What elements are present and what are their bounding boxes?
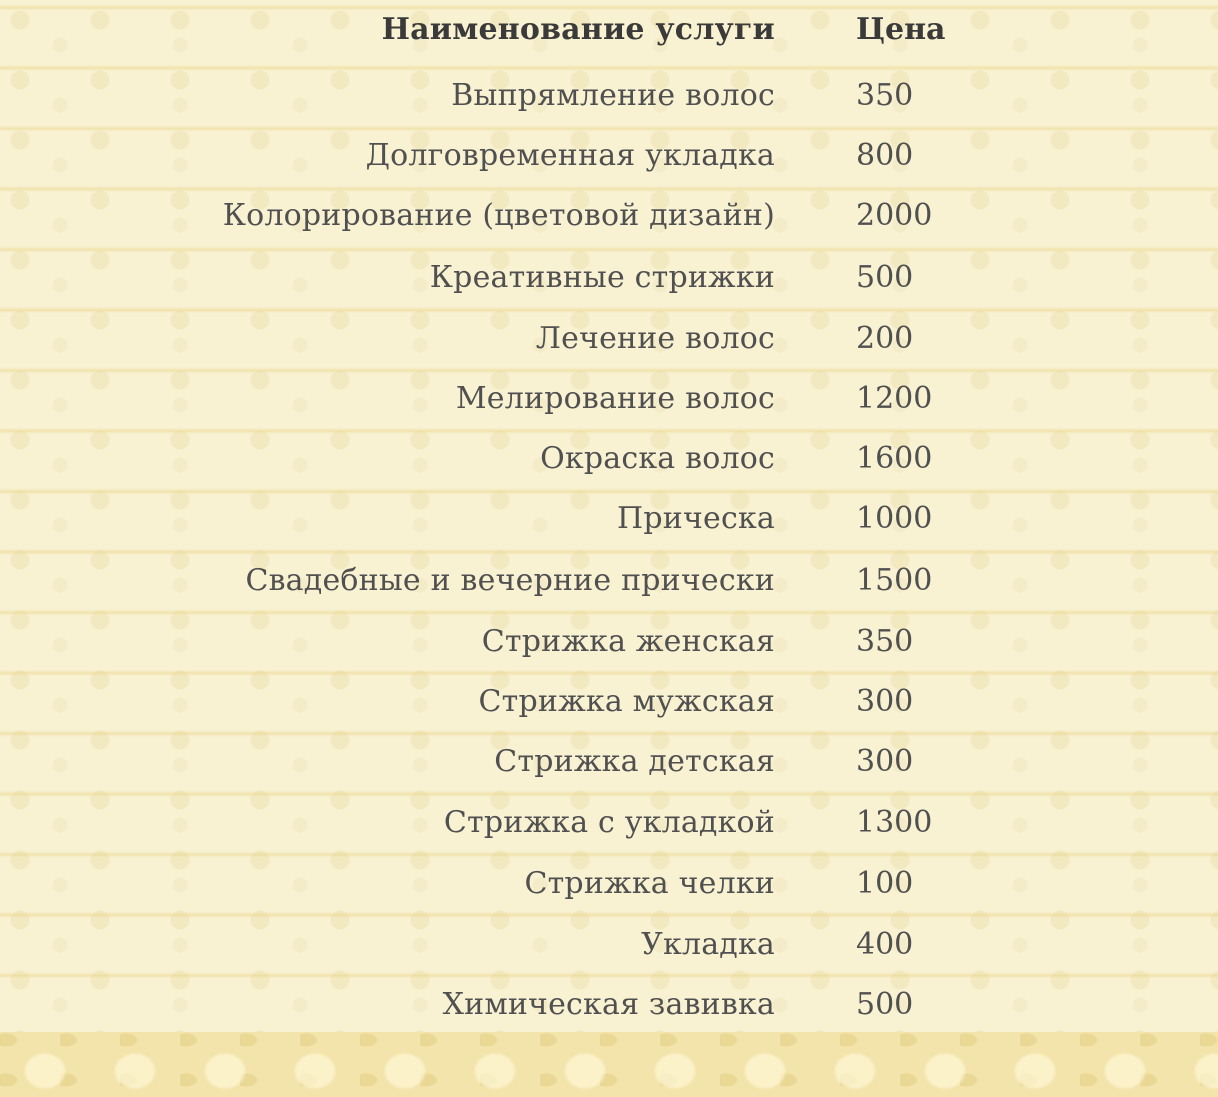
service-name: Прическа <box>617 501 775 536</box>
table-row <box>0 925 1218 965</box>
service-name: Долговременная укладка <box>365 138 775 173</box>
service-price: 1300 <box>856 805 933 840</box>
service-name: Стрижка мужская <box>478 684 775 719</box>
table-row <box>0 76 1218 116</box>
table-row <box>0 499 1218 539</box>
table-row <box>0 319 1218 359</box>
service-name: Стрижка челки <box>524 866 775 901</box>
service-name: Стрижка с укладкой <box>443 805 775 840</box>
table-row <box>0 196 1218 236</box>
table-row <box>0 864 1218 904</box>
service-price: 350 <box>856 78 914 113</box>
table-row <box>0 258 1218 298</box>
service-name: Укладка <box>641 927 775 962</box>
service-price: 300 <box>856 744 914 779</box>
table-row <box>0 561 1218 601</box>
table-row <box>0 379 1218 419</box>
column-header-service: Наименование услуги <box>381 12 775 47</box>
service-name: Окраска волос <box>540 441 775 476</box>
table-row <box>0 622 1218 662</box>
service-name: Колорирование (цветовой дизайн) <box>222 198 775 233</box>
service-name: Химическая завивка <box>442 987 775 1022</box>
service-price: 500 <box>856 987 914 1022</box>
damask-border <box>0 1032 1218 1097</box>
service-price: 300 <box>856 684 914 719</box>
service-name: Стрижка детская <box>494 744 775 779</box>
table-row <box>0 803 1218 843</box>
column-header-price: Цена <box>856 12 946 47</box>
service-price: 1500 <box>856 563 933 598</box>
table-row <box>0 439 1218 479</box>
table-row <box>0 682 1218 722</box>
service-name: Стрижка женская <box>481 624 775 659</box>
service-name: Мелирование волос <box>455 381 775 416</box>
service-name: Выпрямление волос <box>451 78 775 113</box>
service-price: 1200 <box>856 381 933 416</box>
service-price: 800 <box>856 138 914 173</box>
table-header <box>0 10 1218 50</box>
service-price: 100 <box>856 866 914 901</box>
service-name: Лечение волос <box>535 321 775 356</box>
service-price: 200 <box>856 321 914 356</box>
table-row <box>0 985 1218 1025</box>
table-row <box>0 742 1218 782</box>
service-price: 1600 <box>856 441 933 476</box>
service-price: 2000 <box>856 198 933 233</box>
service-price: 350 <box>856 624 914 659</box>
service-name: Креативные стрижки <box>429 260 775 295</box>
service-price: 500 <box>856 260 914 295</box>
service-price: 400 <box>856 927 914 962</box>
service-name: Свадебные и вечерние прически <box>245 563 775 598</box>
table-row <box>0 136 1218 176</box>
service-price: 1000 <box>856 501 933 536</box>
